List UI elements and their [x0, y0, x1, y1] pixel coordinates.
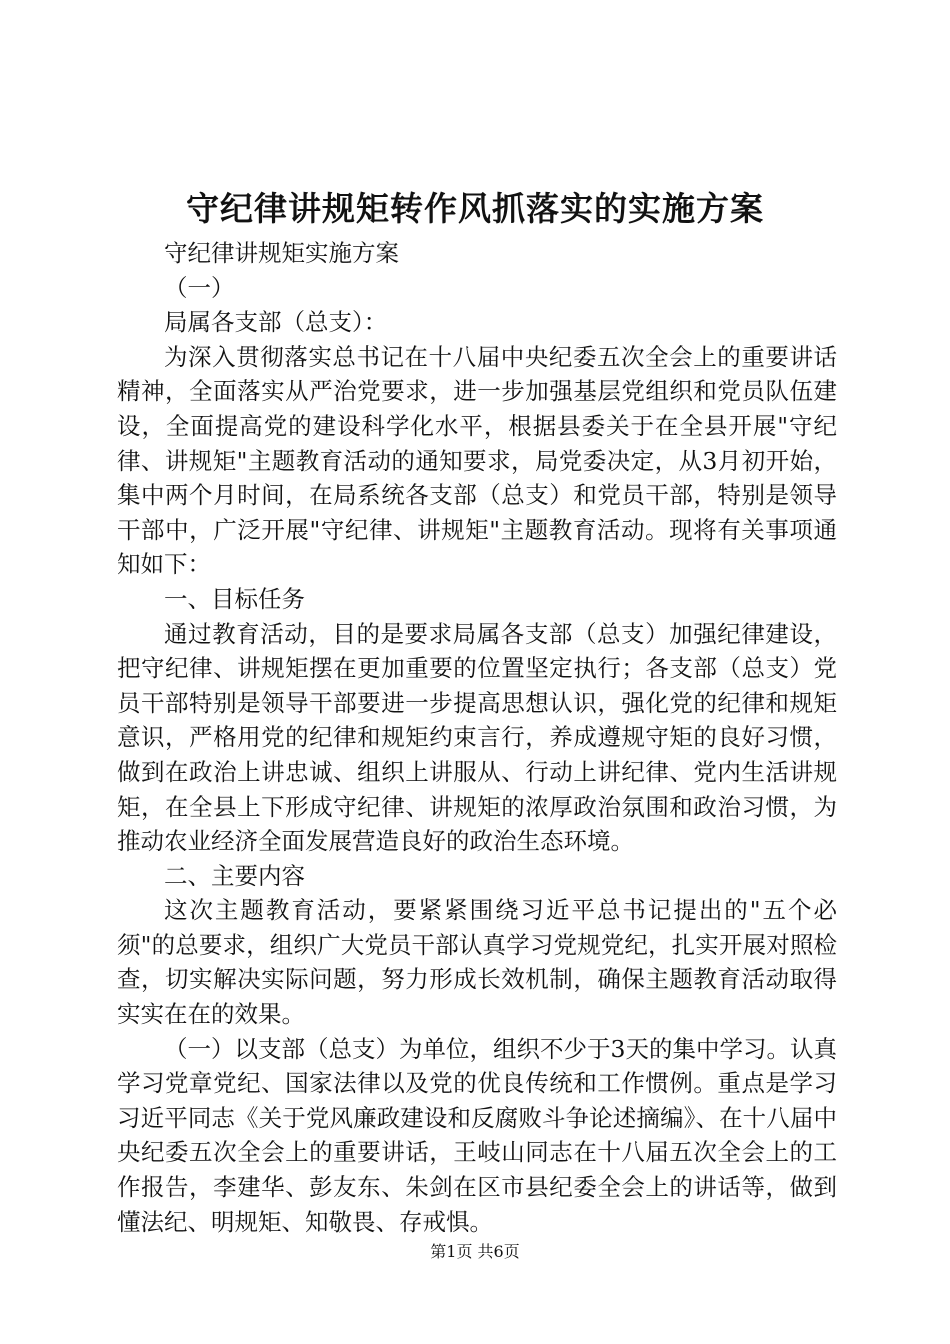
heading-goals: 一、目标任务: [164, 584, 305, 613]
paragraph-salutation: 局属各支部（总支）：: [164, 308, 388, 337]
heading-main-content: 二、主要内容: [164, 861, 305, 890]
paragraph-main-content: 这次主题教育活动，要紧紧围绕习近平总书记提出的"五个必须"的总要求，组织广大党员干部认真学习党规党纪，扎实开展对照检查，切实解决实际问题，努力形成长效机制，确保主题教育活动取得实实在在的效果。: [117, 896, 837, 1029]
paragraph-study: （一）以支部（总支）为单位，组织不少于3天的集中学习。认真学习党章党纪、国家法律以及党的优良传统和工作惯例。重点是学习习近平同志《关于党风廉政建设和反腐败斗争论述摘编》、在十八届中央纪委五次全会上的重要讲话，王岐山同志在十八届五次全会上的工作报告，李建华、彭友东、朱剑在区市县纪委全会上的讲话等，做到懂法纪、明规矩、知敬畏、存戒惧。: [117, 1034, 837, 1236]
document-body: [117, 236, 837, 1239]
paragraph-section-marker: （一）: [164, 273, 235, 302]
page-number: 第1页 共6页: [430, 1242, 520, 1261]
paragraph-intro: 为深入贯彻落实总书记在十八届中央纪委五次全会上的重要讲话精神，全面落实从严治党要求，进一步加强基层党组织和党员队伍建设，全面提高党的建设科学化水平，根据县委关于在全县开展"守纪律、讲规矩"主题教育活动的通知要求，局党委决定，从3月初开始，集中两个月时间，在局系统各支部（总支）和党员干部，特别是领导干部中，广泛开展"守纪律、讲规矩"主题教育活动。现将有关事项通知如下：: [117, 342, 837, 579]
document-title: 守纪律讲规矩转作风抓落实的实施方案: [186, 189, 764, 228]
paragraph-goals: 通过教育活动，目的是要求局属各支部（总支）加强纪律建设，把守纪律、讲规矩摆在更加重要的位置坚定执行；各支部（总支）党员干部特别是领导干部要进一步提高思想认识，强化党的纪律和规矩意识，严格用党的纪律和规矩约束言行，养成遵规守矩的良好习惯，做到在政治上讲忠诚、组织上讲服从、行动上讲纪律、党内生活讲规矩，在全县上下形成守纪律、讲规矩的浓厚政治氛围和政治习惯，为推动农业经济全面发展营造良好的政治生态环境。: [117, 619, 837, 856]
paragraph-subtitle: 守纪律讲规矩实施方案: [164, 239, 399, 267]
